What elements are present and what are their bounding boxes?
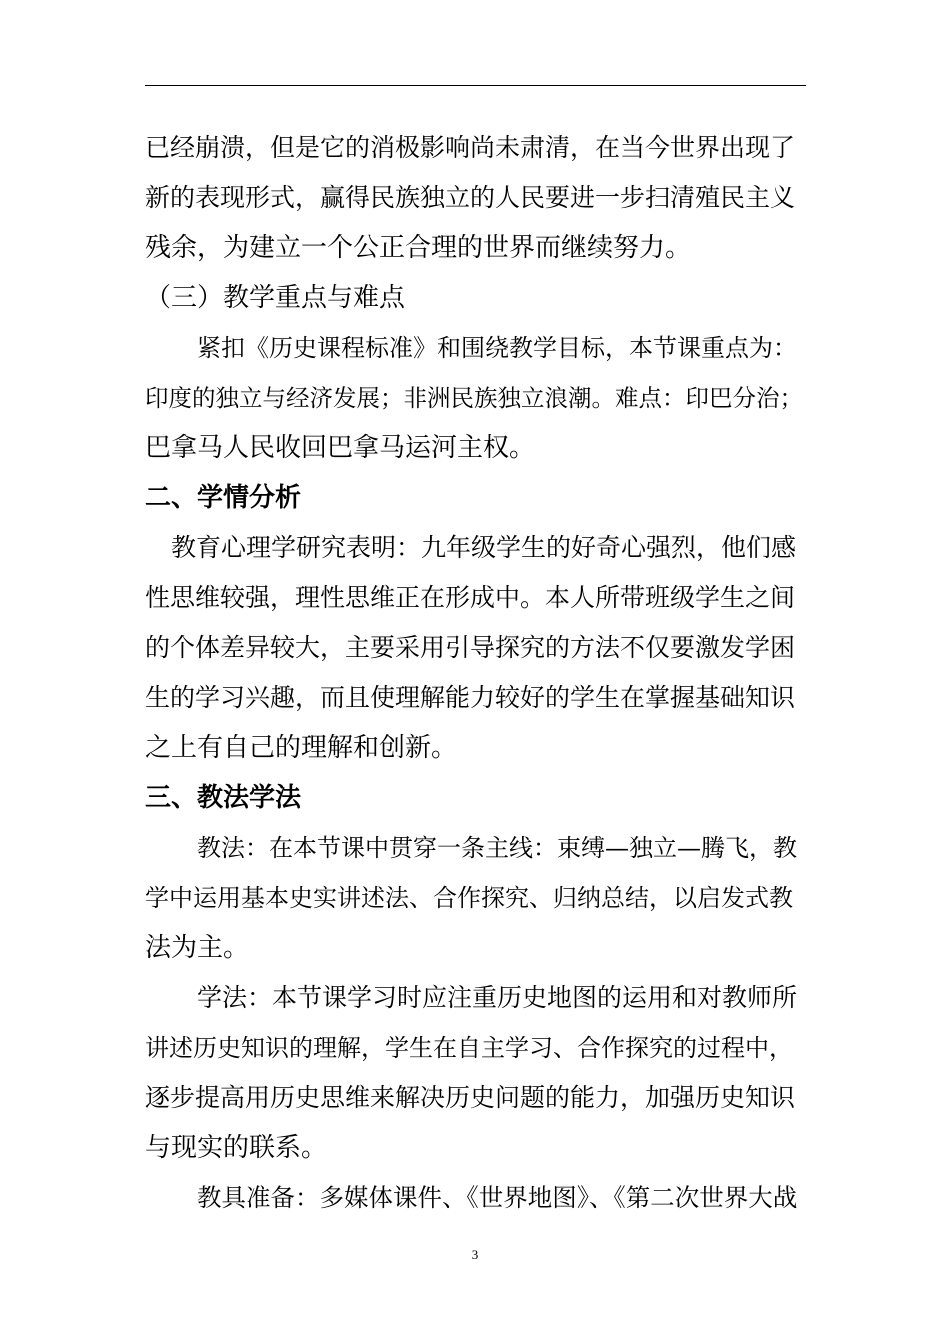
paragraph-line: 教具准备：多媒体课件、《世界地图》、《第二次世界大战 [197, 1183, 798, 1212]
paragraph-line: （三）教学重点与难点 [145, 283, 406, 313]
section-heading: 三、教法学法 [145, 783, 302, 813]
paragraph-line: 学法：本节课学习时应注重历史地图的运用和对教师所 [197, 983, 798, 1012]
paragraph-line: 教法：在本节课中贯穿一条主线：束缚—独立—腾飞，教 [197, 834, 797, 862]
paragraph-line: 教育心理学研究表明：九年级学生的好奇心强烈，他们感 [171, 533, 797, 562]
paragraph-line: 的个体差异较大，主要采用引导探究的方法不仅要激发学困 [145, 633, 796, 662]
paragraph-line: 与现实的联系。 [145, 1133, 328, 1163]
paragraph-line: 新的表现形式，赢得民族独立的人民要进一步扫清殖民主义 [145, 183, 796, 212]
paragraph-line: 生的学习兴趣，而且使理解能力较好的学生在掌握基础知识 [145, 683, 796, 712]
paragraph-line: 印度的独立与经济发展；非洲民族独立浪潮。难点：印巴分治； [145, 384, 803, 412]
paragraph-line: 紧扣《历史课程标准》和围绕教学目标，本节课重点为： [197, 334, 797, 362]
paragraph-line: 已经崩溃，但是它的消极影响尚未肃清，在当今世界出现了 [145, 133, 796, 162]
paragraph-line: 学中运用基本史实讲述法、合作探究、归纳总结，以启发式教 [145, 884, 793, 912]
paragraph-line: 性思维较强，理性思维正在形成中。本人所带班级学生之间 [145, 583, 796, 612]
paragraph-line: 残余，为建立一个公正合理的世界而继续努力。 [145, 233, 692, 263]
page-number: 3 [471, 1247, 479, 1262]
paragraph-line: 法为主。 [145, 933, 250, 963]
paragraph-line: 讲述历史知识的理解，学生在自主学习、合作探究的过程中， [145, 1034, 793, 1062]
header-rule [145, 85, 806, 86]
paragraph-line: 之上有自己的理解和创新。 [145, 733, 458, 763]
document-body [145, 123, 806, 1223]
paragraph-line: 逐步提高用历史思维来解决历史问题的能力，加强历史知识 [145, 1083, 796, 1112]
paragraph-line: 巴拿马人民收回巴拿马运河主权。 [145, 433, 536, 463]
section-heading: 二、学情分析 [145, 483, 302, 513]
